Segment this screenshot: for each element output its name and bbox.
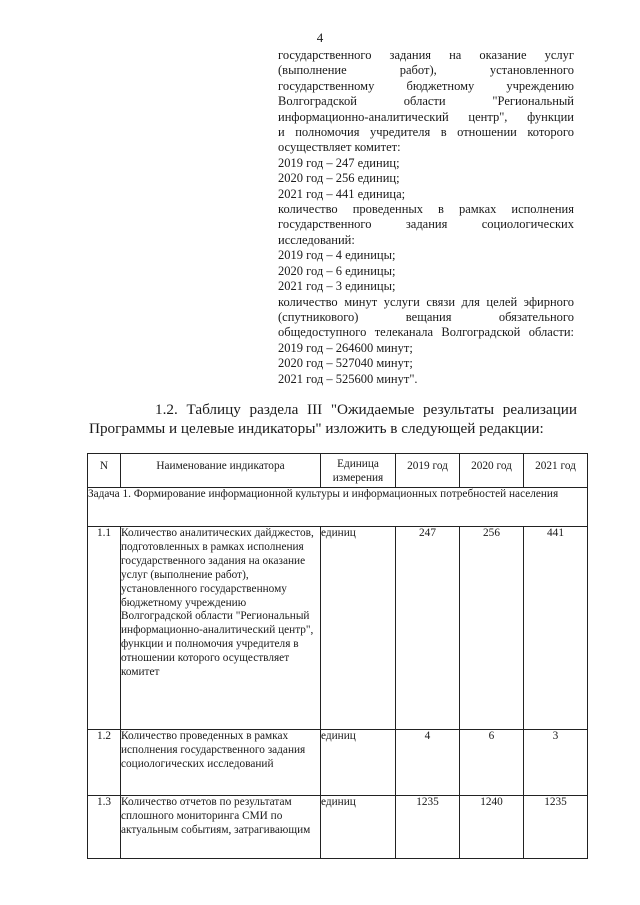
value-2021: 441 bbox=[524, 527, 588, 730]
header-n: N bbox=[88, 454, 121, 488]
text-line: информационно-аналитический центр", функции bbox=[278, 109, 574, 124]
text-line: Волгоградской области "Региональный bbox=[278, 94, 574, 109]
value-2019: 247 bbox=[396, 527, 460, 730]
value-2021: 3 bbox=[524, 730, 588, 796]
text-line: и полномочия учредителя в отношении которого bbox=[278, 125, 574, 140]
indicator-name: Количество проведенных в рамках исполнения государственного задания социологических исследований bbox=[121, 730, 321, 796]
paragraph-line: 1.2. Таблицу раздела III "Ожидаемые результаты реализации bbox=[155, 401, 577, 418]
table-row bbox=[88, 730, 588, 796]
text-line: количество минут услуги связи для целей эфирного bbox=[278, 294, 574, 309]
paragraph-line: Программы и целевые индикаторы" изложить в следующей редакции: bbox=[89, 420, 544, 437]
header-2019: 2019 год bbox=[396, 454, 460, 488]
table-header-row bbox=[88, 454, 588, 488]
text-line: 2021 год – 525600 минут". bbox=[278, 371, 418, 386]
table-task-row bbox=[88, 488, 588, 527]
row-number: 1.3 bbox=[88, 796, 121, 859]
header-2020: 2020 год bbox=[460, 454, 524, 488]
task-title: Задача 1. Формирование информационной культуры и информационных потребностей населения bbox=[88, 488, 588, 527]
header-name: Наименование индикатора bbox=[121, 454, 321, 488]
text-line: 2019 год – 247 единиц; bbox=[278, 155, 400, 170]
page-number: 4 bbox=[316, 30, 324, 45]
value-2021: 1235 bbox=[524, 796, 588, 859]
table-row bbox=[88, 527, 588, 730]
text-line: 2020 год – 6 единицы; bbox=[278, 263, 396, 278]
indicators-table bbox=[87, 453, 588, 859]
text-line: общедоступного телеканала Волгоградской области: bbox=[278, 325, 574, 340]
text-line: количество проведенных в рамках исполнения bbox=[278, 202, 574, 217]
text-line: (спутникового) вещания обязательного bbox=[278, 309, 574, 324]
text-line: осуществляет комитет: bbox=[278, 140, 401, 155]
value-2019: 1235 bbox=[396, 796, 460, 859]
table-row bbox=[88, 796, 588, 859]
text-line: государственному бюджетному учреждению bbox=[278, 78, 574, 93]
text-line: (выполнение работ), установленного bbox=[278, 63, 574, 78]
text-line: 2021 год – 3 единицы; bbox=[278, 279, 396, 294]
row-number: 1.2 bbox=[88, 730, 121, 796]
text-line: 2021 год – 441 единица; bbox=[278, 186, 406, 201]
text-line: 2019 год – 264600 минут; bbox=[278, 340, 413, 355]
text-line: 2020 год – 256 единиц; bbox=[278, 171, 400, 186]
indicator-unit: единиц bbox=[321, 730, 396, 796]
header-2021: 2021 год bbox=[524, 454, 588, 488]
indicator-unit: единиц bbox=[321, 527, 396, 730]
text-line: 2019 год – 4 единицы; bbox=[278, 248, 396, 263]
header-unit: Единица измерения bbox=[321, 454, 396, 488]
text-line: государственного задания социологических bbox=[278, 217, 574, 232]
indicator-name: Количество отчетов по результатам сплошного мониторинга СМИ по актуальным событиям, затрагивающим bbox=[121, 796, 321, 859]
section-paragraph bbox=[89, 400, 577, 438]
text-line: 2020 год – 527040 минут; bbox=[278, 356, 413, 371]
indented-text-block bbox=[278, 48, 574, 387]
indicator-name: Количество аналитических дайджестов, подготовленных в рамках исполнения государственного задания на оказание услуг (выполнение работ), установленного государственному бюджетному учреждению Волгоградской области "Региональный информационно-аналитический центр", функции и полномочия учредителя в отношении которого осуществляет комитет bbox=[121, 527, 321, 730]
value-2020: 6 bbox=[460, 730, 524, 796]
row-number: 1.1 bbox=[88, 527, 121, 730]
text-line: исследований: bbox=[278, 232, 355, 247]
value-2020: 256 bbox=[460, 527, 524, 730]
indicator-unit: единиц bbox=[321, 796, 396, 859]
value-2020: 1240 bbox=[460, 796, 524, 859]
value-2019: 4 bbox=[396, 730, 460, 796]
text-line: государственного задания на оказание услуг bbox=[278, 48, 574, 62]
